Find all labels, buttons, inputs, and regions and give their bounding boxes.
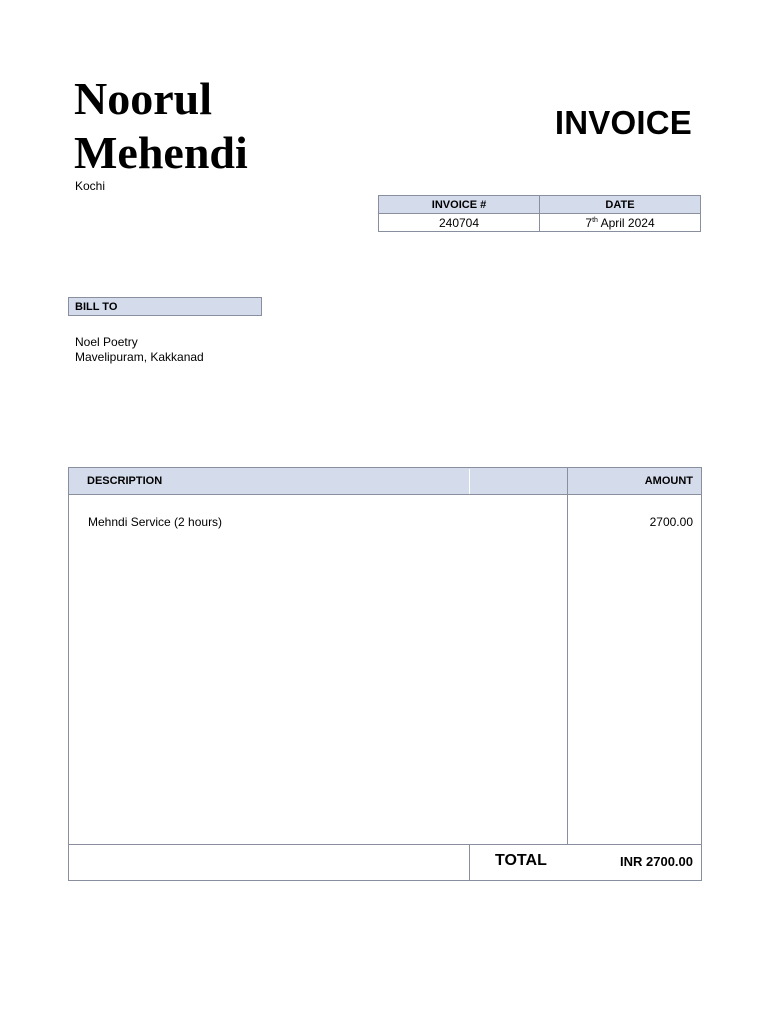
invoice-number-label: INVOICE # xyxy=(379,196,540,214)
bill-to-header: BILL TO xyxy=(68,297,262,316)
document-title: INVOICE xyxy=(554,104,692,141)
date-suffix: th xyxy=(592,216,598,224)
bill-to-address: Mavelipuram, Kakkanad xyxy=(75,350,204,364)
meta-header-row xyxy=(379,196,701,214)
total-column-divider xyxy=(469,845,470,881)
line-items-header xyxy=(69,468,701,495)
total-value: INR 2700.00 xyxy=(620,854,693,869)
line-item-amount: 2700.00 xyxy=(649,515,693,529)
company-name: Noorul Mehendi xyxy=(74,73,248,178)
amount-column-divider xyxy=(567,468,568,845)
meta-value-row xyxy=(379,214,701,232)
invoice-number-value: 240704 xyxy=(379,214,540,232)
bill-to-name: Noel Poetry xyxy=(75,335,138,349)
line-items-table xyxy=(68,467,702,881)
company-city: Kochi xyxy=(75,179,106,193)
total-label: TOTAL xyxy=(495,852,547,869)
total-divider xyxy=(69,844,701,845)
date-day: 7 xyxy=(585,215,593,230)
amount-header: AMOUNT xyxy=(644,475,693,487)
description-header: DESCRIPTION xyxy=(87,475,163,487)
line-item-description: Mehndi Service (2 hours) xyxy=(88,515,223,529)
header-divider xyxy=(469,469,470,494)
invoice-meta-table xyxy=(378,195,701,232)
date-month-year: April 2024 xyxy=(597,215,655,230)
date-label: DATE xyxy=(540,196,701,214)
date-value xyxy=(540,214,701,232)
